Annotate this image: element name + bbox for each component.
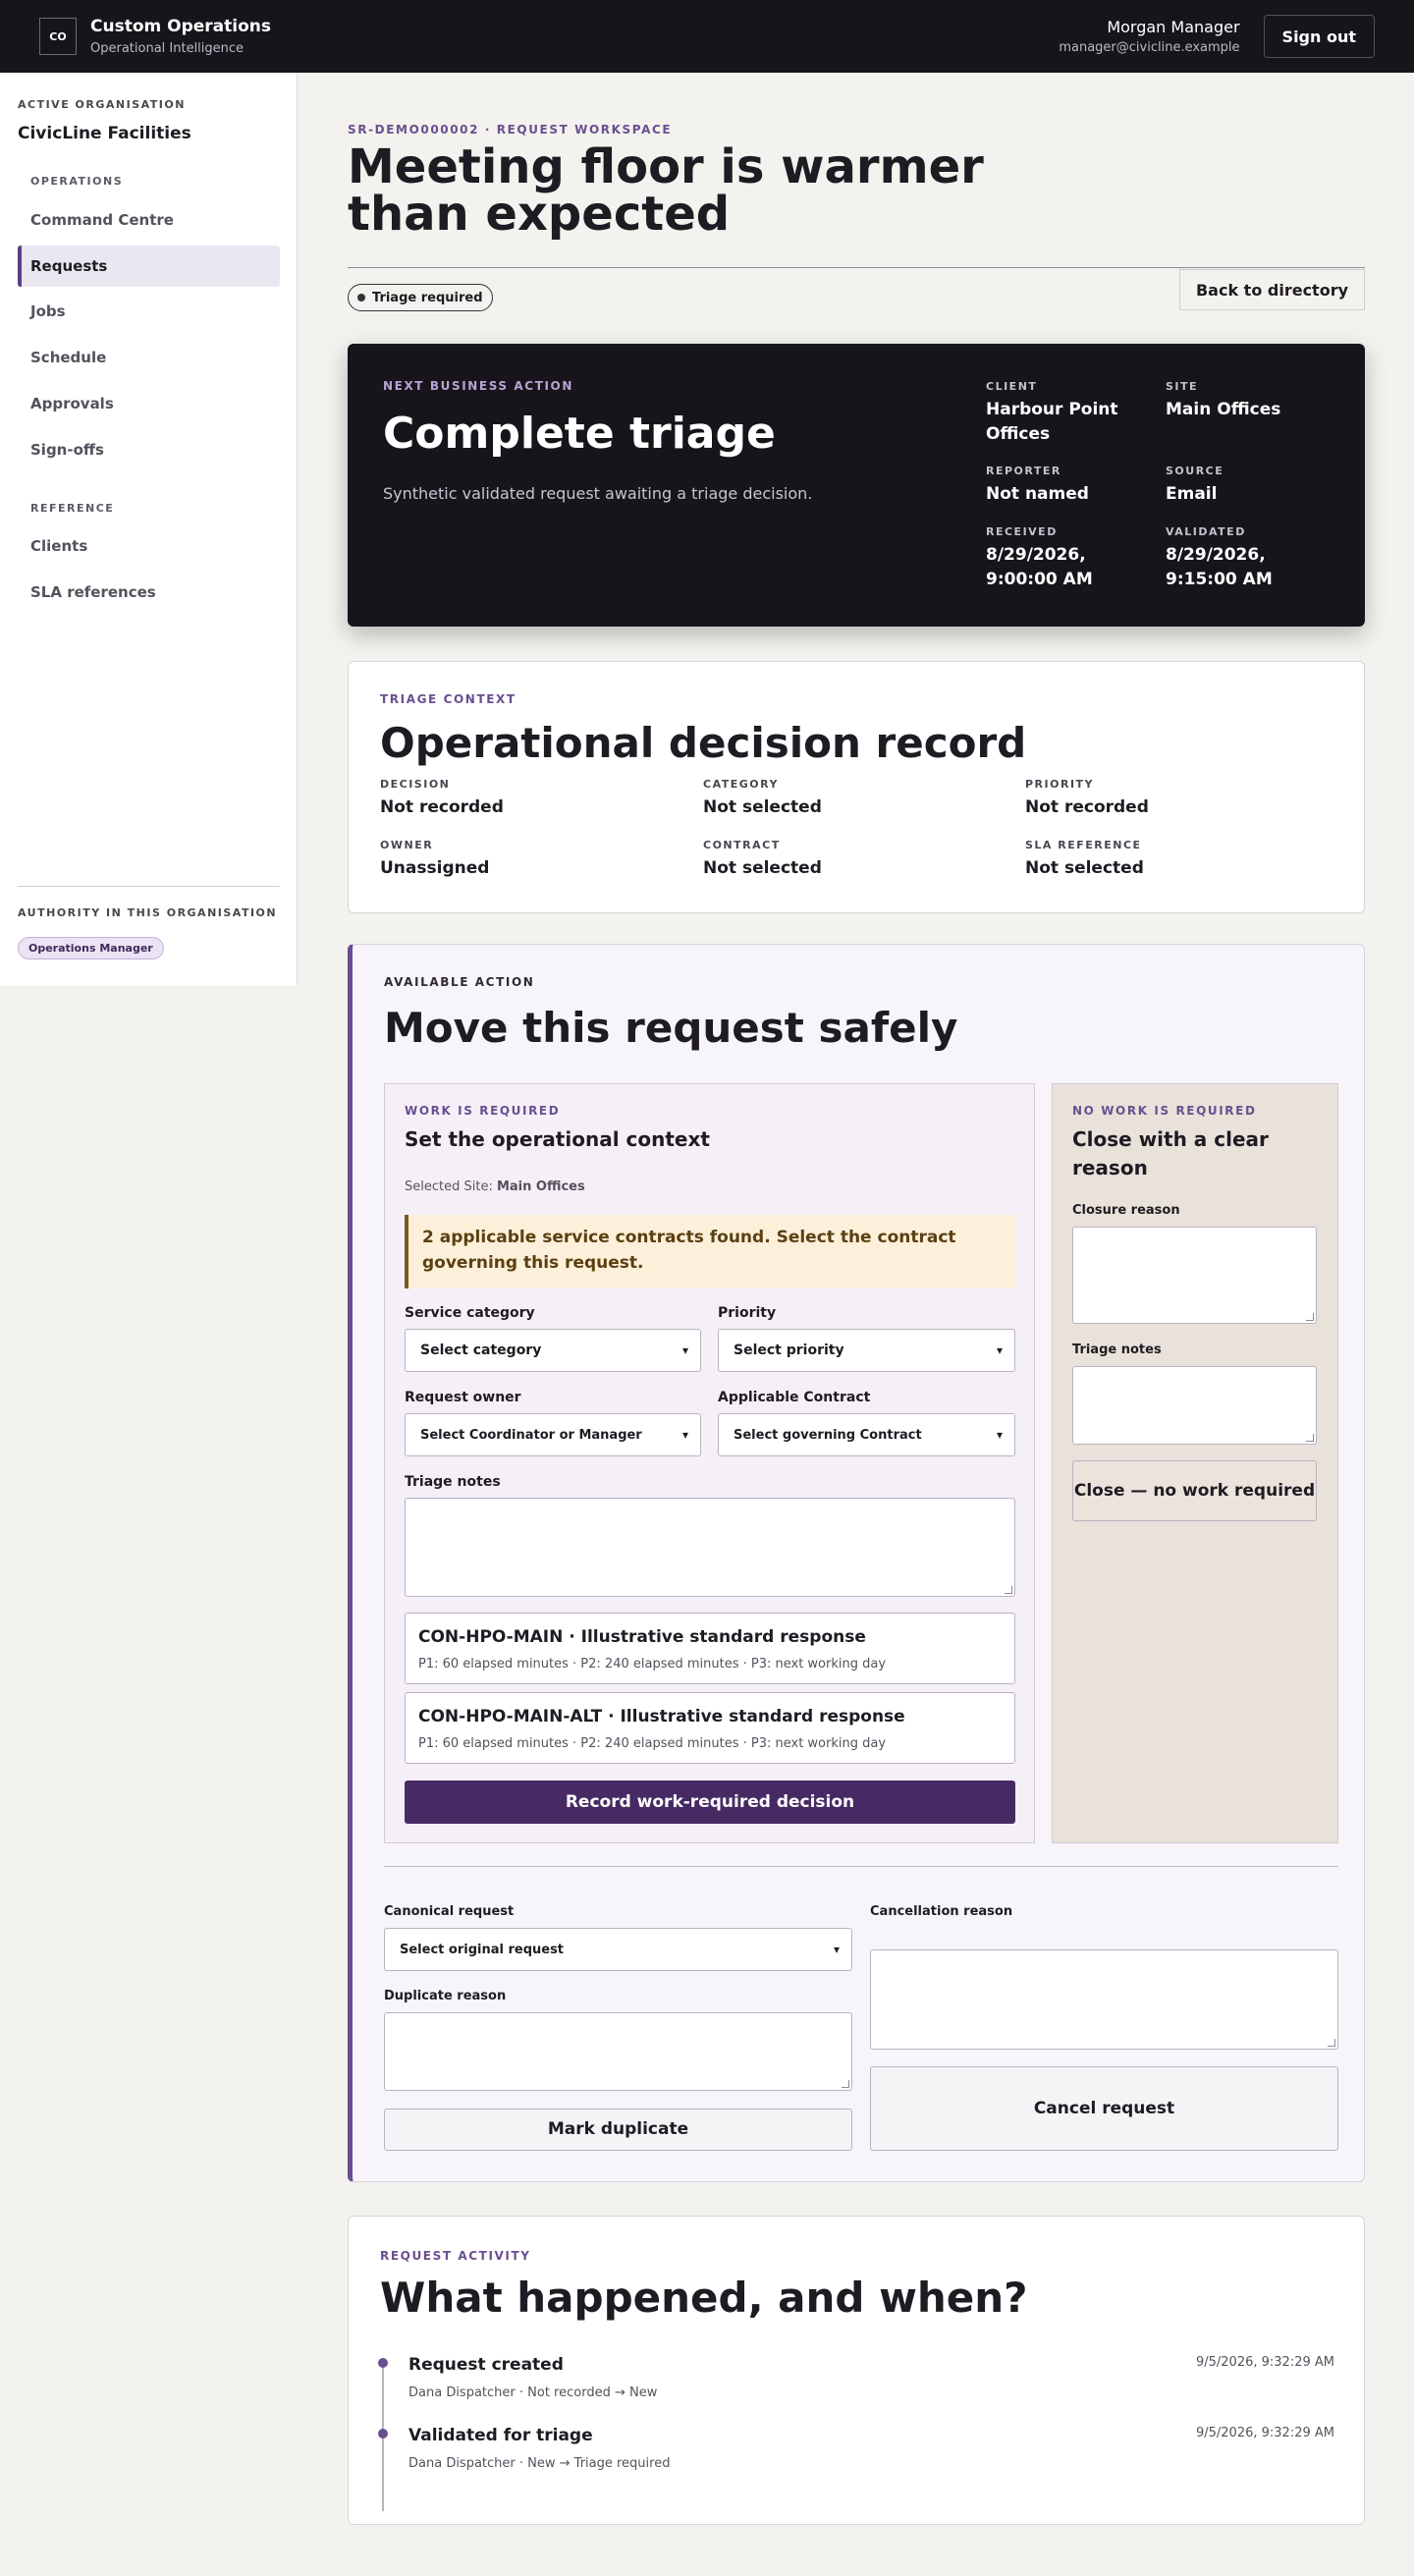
priority-select-value: Select priority: [734, 1343, 844, 1358]
sidebar-item-sign-offs[interactable]: Sign-offs: [30, 441, 104, 459]
sidebar: [0, 73, 298, 986]
activity-title: What happened, and when?: [380, 2274, 1028, 2322]
page-title: Meeting floor is warmer than expected: [348, 139, 984, 242]
contract-option-terms: P1: 60 elapsed minutes · P2: 240 elapsed minutes · P3: next working day: [418, 1657, 887, 1672]
next-action-panel: [348, 344, 1365, 627]
app-name: Custom Operations: [90, 17, 271, 36]
priority-label: PRIORITY: [1025, 778, 1095, 791]
status-label: Triage required: [372, 290, 483, 305]
client-label: CLIENT: [986, 380, 1038, 393]
back-to-directory-button[interactable]: Back to directory: [1179, 269, 1365, 310]
no-work-notes-textarea[interactable]: [1072, 1366, 1317, 1445]
sign-out-button[interactable]: Sign out: [1264, 15, 1375, 58]
active-org-label: ACTIVE ORGANISATION: [18, 98, 186, 111]
contract-option[interactable]: [405, 1613, 1015, 1684]
resize-grip-icon: [1328, 2039, 1335, 2047]
action-eyebrow: AVAILABLE ACTION: [384, 975, 535, 989]
hero-eyebrow: NEXT BUSINESS ACTION: [383, 379, 574, 393]
sidebar-item-schedule[interactable]: Schedule: [30, 349, 107, 366]
contract-option-title: CON-HPO-MAIN-ALT · Illustrative standard response: [418, 1707, 905, 1726]
triage-title: Operational decision record: [380, 719, 1027, 767]
activity-event-time: 9/5/2026, 9:32:29 AM: [1195, 2426, 1334, 2440]
reporter-label: REPORTER: [986, 465, 1061, 477]
service-category-label: Service category: [405, 1305, 535, 1321]
sidebar-item-clients[interactable]: Clients: [30, 537, 88, 555]
canonical-request-value: Select original request: [400, 1942, 565, 1957]
no-work-eyebrow: NO WORK IS REQUIRED: [1072, 1104, 1257, 1118]
sidebar-divider: [18, 886, 280, 887]
activity-event-detail: Dana Dispatcher · New → Triage required: [408, 2456, 671, 2471]
cancel-request-button[interactable]: Cancel request: [870, 2066, 1338, 2151]
work-required-panel: [384, 1083, 1035, 1843]
no-work-required-panel: [1052, 1083, 1338, 1843]
category-label: CATEGORY: [703, 778, 779, 791]
contract-label: CONTRACT: [703, 839, 781, 851]
contract-option[interactable]: [405, 1692, 1015, 1764]
hero-title: Complete triage: [383, 409, 776, 459]
app-logo: CO: [39, 18, 77, 55]
category-value: Not selected: [703, 797, 822, 817]
received-value: 8/29/2026, 9:00:00 AM: [986, 545, 1093, 589]
sla-reference-value: Not selected: [1025, 858, 1144, 878]
user-name: Morgan Manager: [1107, 18, 1240, 36]
selected-site-value: Main Offices: [496, 1179, 585, 1194]
authority-label: AUTHORITY IN THIS ORGANISATION: [18, 906, 278, 919]
applicable-contract-select[interactable]: [718, 1413, 1015, 1456]
timeline-dot-icon: [378, 2358, 388, 2368]
received-label: RECEIVED: [986, 525, 1058, 538]
close-no-work-button[interactable]: Close — no work required: [1072, 1460, 1317, 1521]
chevron-down-icon: ▾: [681, 1428, 688, 1442]
site-value: Main Offices: [1166, 400, 1281, 419]
priority-select[interactable]: [718, 1329, 1015, 1372]
service-category-select[interactable]: [405, 1329, 701, 1372]
resize-grip-icon: [1005, 1586, 1012, 1594]
action-title: Move this request safely: [384, 1004, 958, 1052]
decision-value: Not recorded: [380, 797, 504, 817]
closure-reason-label: Closure reason: [1072, 1203, 1180, 1218]
duplicate-reason-label: Duplicate reason: [384, 1989, 507, 2003]
priority-value: Not recorded: [1025, 797, 1149, 817]
nav-heading-operations: OPERATIONS: [30, 175, 124, 188]
top-bar: [0, 0, 1414, 73]
reporter-value: Not named: [986, 484, 1089, 504]
work-eyebrow: WORK IS REQUIRED: [405, 1104, 561, 1118]
no-work-title: Close with a clear reason: [1072, 1127, 1269, 1179]
activity-eyebrow: REQUEST ACTIVITY: [380, 2249, 531, 2263]
owner-label: OWNER: [380, 839, 434, 851]
applicable-contract-value: Select governing Contract: [734, 1427, 922, 1443]
work-title: Set the operational context: [405, 1127, 710, 1151]
selected-site: [405, 1179, 585, 1194]
title-divider: [348, 267, 1365, 268]
source-value: Email: [1166, 484, 1218, 504]
site-label: SITE: [1166, 380, 1199, 393]
triage-notes-textarea[interactable]: [405, 1498, 1015, 1597]
chevron-down-icon: ▾: [681, 1343, 688, 1357]
duplicate-reason-textarea[interactable]: [384, 2012, 852, 2091]
sidebar-item-sla-references[interactable]: SLA references: [30, 583, 156, 601]
mark-duplicate-button[interactable]: Mark duplicate: [384, 2109, 852, 2151]
triage-context-card: [348, 661, 1365, 913]
chevron-down-icon: ▾: [996, 1428, 1003, 1442]
sidebar-item-approvals[interactable]: Approvals: [30, 395, 114, 412]
selected-site-label: Selected Site:: [405, 1179, 493, 1194]
source-label: SOURCE: [1166, 465, 1224, 477]
app-subtitle: Operational Intelligence: [90, 41, 245, 56]
section-divider: [384, 1866, 1338, 1867]
nav-heading-reference: REFERENCE: [30, 502, 115, 515]
client-value: Harbour Point Offices: [986, 400, 1118, 444]
contract-option-title: CON-HPO-MAIN · Illustrative standard response: [418, 1627, 866, 1647]
page-eyebrow: SR-DEMO000002 · REQUEST WORKSPACE: [348, 123, 673, 137]
hero-description: Synthetic validated request awaiting a triage decision.: [383, 484, 813, 503]
timeline-dot-icon: [378, 2429, 388, 2439]
owner-value: Unassigned: [380, 858, 490, 878]
chevron-down-icon: ▾: [833, 1943, 840, 1956]
resize-grip-icon: [1306, 1313, 1314, 1321]
record-work-required-button[interactable]: Record work-required decision: [405, 1781, 1015, 1824]
priority-field-label: Priority: [718, 1305, 777, 1321]
canonical-request-label: Canonical request: [384, 1904, 515, 1919]
closure-reason-textarea[interactable]: [1072, 1227, 1317, 1324]
sidebar-item-requests[interactable]: Requests: [18, 246, 280, 287]
activity-event-title: Validated for triage: [408, 2426, 593, 2445]
role-badge: Operations Manager: [18, 937, 164, 959]
sidebar-item-command-centre[interactable]: Command Centre: [30, 211, 174, 229]
service-category-value: Select category: [420, 1343, 542, 1358]
validated-value: 8/29/2026, 9:15:00 AM: [1166, 545, 1273, 589]
cancellation-reason-textarea[interactable]: [870, 1949, 1338, 2050]
decision-label: DECISION: [380, 778, 451, 791]
resize-grip-icon: [1306, 1434, 1314, 1442]
status-dot-icon: [357, 294, 365, 301]
available-action-card: [348, 944, 1365, 2182]
request-owner-select[interactable]: [405, 1413, 701, 1456]
chevron-down-icon: ▾: [996, 1343, 1003, 1357]
user-email: manager@civicline.example: [1059, 40, 1240, 55]
request-owner-value: Select Coordinator or Manager: [420, 1427, 642, 1443]
brand: [90, 17, 271, 56]
sla-reference-label: SLA REFERENCE: [1025, 839, 1142, 851]
canonical-request-select[interactable]: [384, 1928, 852, 1971]
org-name: CivicLine Facilities: [18, 124, 191, 143]
status-badge: [348, 284, 493, 311]
no-work-notes-label: Triage notes: [1072, 1343, 1162, 1357]
validated-label: VALIDATED: [1166, 525, 1246, 538]
activity-event-time: 9/5/2026, 9:32:29 AM: [1195, 2355, 1334, 2370]
applicable-contract-label: Applicable Contract: [718, 1390, 871, 1405]
triage-notes-label: Triage notes: [405, 1474, 501, 1490]
contract-option-terms: P1: 60 elapsed minutes · P2: 240 elapsed minutes · P3: next working day: [418, 1736, 887, 1751]
triage-eyebrow: TRIAGE CONTEXT: [380, 692, 517, 706]
sidebar-item-jobs[interactable]: Jobs: [30, 302, 66, 320]
user-info: [1059, 18, 1239, 55]
activity-event-detail: Dana Dispatcher · Not recorded → New: [408, 2385, 658, 2400]
activity-event-title: Request created: [408, 2355, 564, 2375]
resize-grip-icon: [842, 2080, 849, 2088]
contract-value: Not selected: [703, 858, 822, 878]
request-owner-label: Request owner: [405, 1390, 521, 1405]
request-activity-card: [348, 2216, 1365, 2525]
contracts-notice: 2 applicable service contracts found. Select the contract governing this request.: [405, 1215, 1015, 1288]
cancellation-reason-label: Cancellation reason: [870, 1904, 1013, 1919]
